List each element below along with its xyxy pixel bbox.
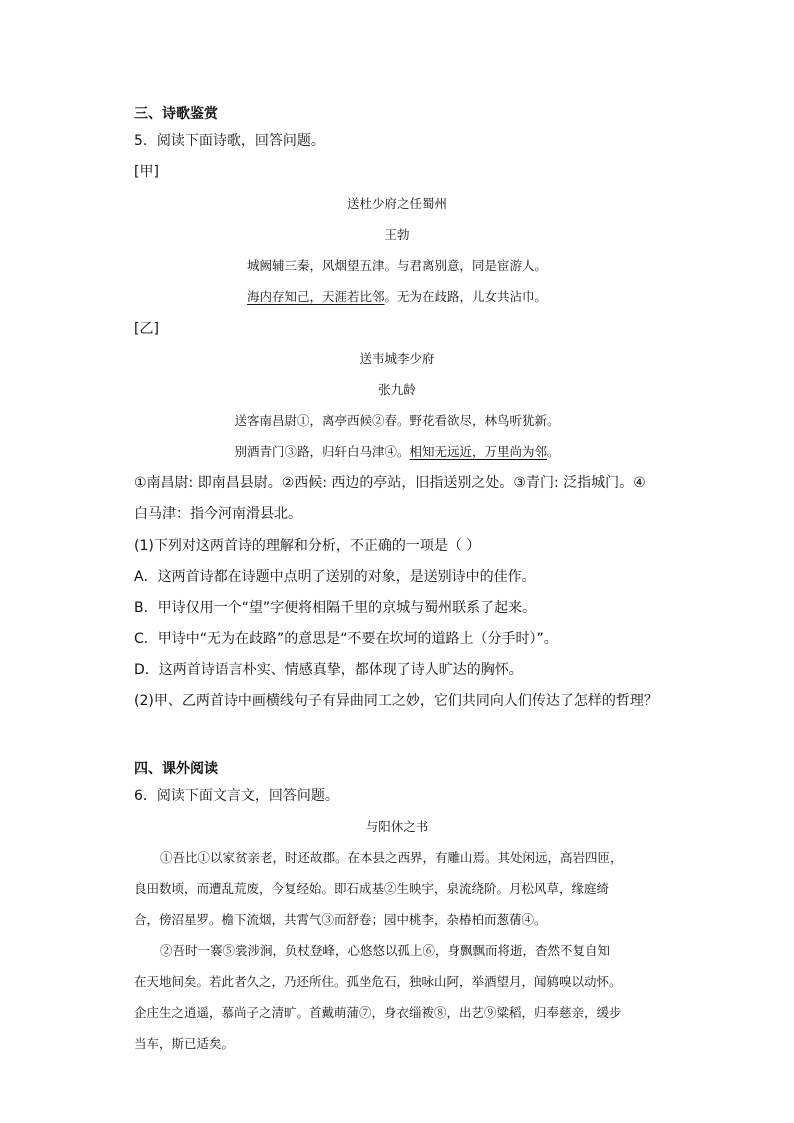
poem2-title: 送韦城李少府 bbox=[359, 351, 435, 366]
option-c: C．甲诗中“无为在歧路”的意思是“不要在坎坷的道路上（分手时）”。 bbox=[134, 631, 558, 647]
paragraph2-line1: ②吾时一褰⑤裳涉涧，负杖登峰，心悠悠以孤上⑥，身飘飘而将逝，杳然不复自知 bbox=[160, 943, 611, 958]
paragraph1-line3: 合，傍沼星罗。檐下流烟，共霄气③而舒卷；园中桃李，杂椿柏而葱蒨④。 bbox=[134, 912, 547, 927]
poem1-underlined-sentence: 海内存知己，天涯若比邻 bbox=[246, 289, 385, 304]
paragraph2-line4: 当车，斯已适矣。 bbox=[134, 1036, 235, 1051]
classical-text-title: 与阳休之书 bbox=[365, 819, 429, 834]
poem2-line2 bbox=[0, 442, 794, 460]
poem1-author: 王勃 bbox=[384, 227, 410, 242]
poem2-underlined-sentence: 相知无远近，万里尚为邻 bbox=[409, 444, 547, 459]
poem1-title: 送杜少府之任蜀州 bbox=[346, 196, 447, 211]
section-heading-reading: 四、课外阅读 bbox=[134, 761, 218, 777]
poem1-line2 bbox=[0, 287, 794, 305]
poem-marker-jia: [甲] bbox=[134, 164, 159, 180]
question-6-intro: 6．阅读下面文言文，回答问题。 bbox=[134, 788, 339, 804]
paragraph1-line2: 良田数顷，而遭乱荒废，今复经始。即石成基②生映宇，泉流绕阶。月松风草，缘庭绮 bbox=[134, 881, 610, 896]
sub-question-2: (2)甲、乙两首诗中画横线句子有异曲同工之妙，它们共同向人们传达了怎样的哲理？ bbox=[134, 693, 658, 709]
poem-notes-line2: 白马津：指今河南滑县北。 bbox=[134, 506, 302, 522]
paragraph2-line3: 企庄生之逍遥，慕尚子之清旷。首戴萌蒲⑦，身衣缁袯⑧，出艺⑨粱稻，归奉慈亲，缓步 bbox=[134, 1005, 622, 1020]
option-a: A．这两首诗都在诗题中点明了送别的对象，是送别诗中的佳作。 bbox=[134, 569, 536, 585]
sub-question-1: (1)下列对这两首诗的理解和分析，不正确的一项是（ ） bbox=[134, 538, 481, 554]
poem2-author: 张九龄 bbox=[378, 382, 416, 397]
option-b: B．甲诗仅用一个“望”字便将相隔千里的京城与蜀州联系了起来。 bbox=[134, 600, 537, 616]
question-5-intro: 5．阅读下面诗歌，回答问题。 bbox=[134, 133, 325, 149]
poem-notes-line1: ①南昌尉: 即南昌县尉。②西候: 西边的亭站，旧指送别之处。③青门: 泛指城门。④ bbox=[134, 475, 646, 491]
poem2-line2-post: 。 bbox=[547, 444, 560, 459]
option-d: D．这两首诗语言朴实、情感真挚，都体现了诗人旷达的胸怀。 bbox=[134, 662, 523, 678]
paragraph2-line2: 在天地间矣。若此者久之，乃还所住。孤坐危石，独咏山阿，举酒望月，闻鸫嗅以动怀。 bbox=[134, 974, 622, 989]
poem1-line2-rest: 。无为在歧路，儿女共沾巾。 bbox=[384, 289, 548, 304]
poem2-line1: 送客南昌尉①，离亭西候②春。野花看欲尽，林鸟听犹新。 bbox=[234, 413, 560, 428]
poem-marker-yi: [乙] bbox=[134, 321, 159, 337]
paragraph1-line1: ①吾比①以家贫亲老，时还故郡。在本县之西界，有雕山焉。其处闲远，高岩四匝， bbox=[160, 850, 623, 865]
poem1-line1: 城阙辅三秦，风烟望五津。与君离别意，同是宦游人。 bbox=[246, 258, 547, 273]
section-heading-poetry: 三、诗歌鉴赏 bbox=[134, 106, 218, 122]
poem2-line2-pre: 别酒青门③路，归轩白马津④。 bbox=[234, 444, 410, 459]
